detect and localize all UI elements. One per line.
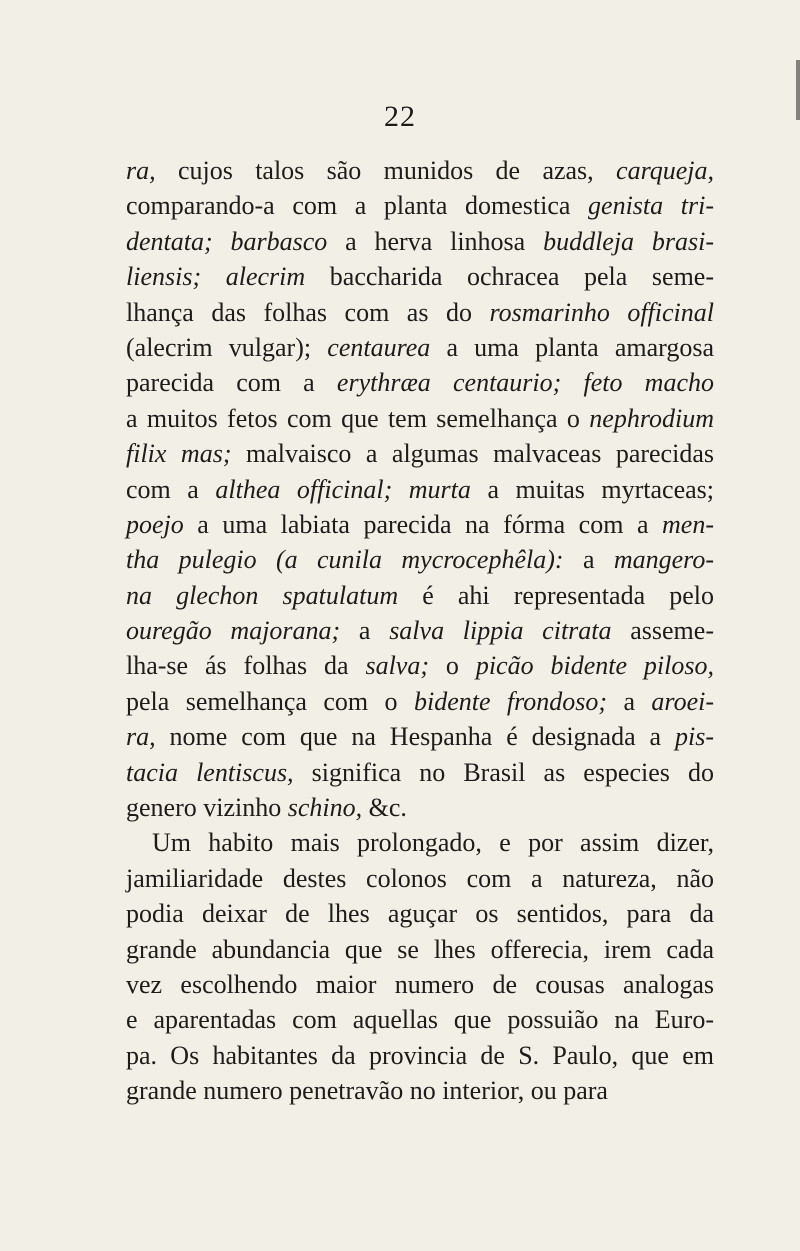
text-line [126, 472, 714, 507]
italic-term: althea officinal; murta [215, 474, 471, 504]
italic-term: ra, [126, 156, 156, 185]
text-line [126, 613, 714, 648]
text-segment: malvaisco a algumas malvaceas parecidas [245, 439, 714, 469]
text-line [126, 755, 714, 790]
text-line [126, 436, 714, 471]
text-line [126, 825, 714, 860]
italic-term: tha pulegio (a cunila mycrocephêla): [126, 545, 583, 575]
text-segment: a uma labiata parecida na fórma com a [183, 509, 663, 539]
italic-term: nephrodium [589, 403, 714, 433]
italic-term: salva; [365, 651, 429, 681]
text-line [126, 365, 714, 400]
text-line [126, 401, 714, 436]
text-line [126, 684, 714, 719]
text-segment: significa no Brasil as especies do [293, 757, 714, 787]
italic-term: ouregão majorana; [126, 616, 359, 646]
text-segment: parecida com a [126, 368, 337, 398]
text-line [126, 542, 714, 577]
text-segment: comparando-a com a planta domestica [126, 191, 589, 221]
italic-term: aroei- [651, 686, 714, 716]
text-segment: é ahi representada pelo [398, 580, 714, 610]
text-line [126, 648, 714, 683]
text-segment: a uma planta amargosa [430, 332, 714, 362]
text-segment: (alecrim vulgar); [126, 332, 328, 362]
text-segment: baccharida ochracea pela seme- [305, 262, 714, 292]
text-line [126, 932, 714, 967]
italic-term: genista tri- [588, 191, 714, 221]
italic-term: buddleja brasi- [543, 226, 715, 256]
italic-term: centaurea [327, 332, 431, 362]
text-segment: &c. [362, 793, 407, 823]
text-segment: grande abundancia que se lhes offerecia, irem cada [126, 934, 714, 964]
text-segment: a herva linhosa [327, 226, 544, 256]
italic-term: carqueja, [616, 156, 714, 185]
italic-term: pis- [675, 722, 714, 752]
text-segment: a [358, 616, 390, 646]
italic-term: ra, [126, 722, 156, 752]
text-line [126, 861, 714, 896]
text-segment: pa. Os habitantes da provincia de S. Paulo, que em [126, 1040, 714, 1070]
text-line [126, 1073, 714, 1108]
text-line [126, 330, 714, 365]
italic-term: filix mas; [126, 439, 246, 469]
text-segment: podia deixar de lhes aguçar os sentidos, para da [126, 899, 714, 929]
italic-term: mangero- [613, 545, 714, 575]
text-line [126, 967, 714, 1002]
text-segment: a [607, 686, 652, 716]
text-segment: lhança das folhas com as do [126, 297, 490, 327]
text-line [126, 719, 714, 754]
text-segment: a [582, 545, 614, 575]
italic-term: men- [662, 509, 714, 539]
italic-term: erythræa centaurio; feto macho [336, 368, 714, 398]
italic-term: dentata; barbasco [126, 226, 328, 256]
text-segment: lha-se ás folhas da [126, 651, 366, 681]
text-segment: genero vizinho [126, 793, 288, 823]
text-segment: a muitos fetos com que tem semelhança o [126, 403, 590, 433]
text-segment: o [429, 651, 476, 681]
italic-term: tacia lentiscus, [126, 757, 294, 787]
text-line [126, 224, 714, 259]
text-segment: pela semelhança com o [126, 686, 414, 716]
text-line [126, 259, 714, 294]
text-segment: vez escolhendo maior numero de cousas analogas [126, 969, 714, 999]
text-segment: nome com que na Hespanha é designada a [155, 722, 675, 752]
page-number: 22 [384, 100, 416, 133]
text-line [126, 295, 714, 330]
text-segment: Um habito mais prolongado, e por assim dizer, [152, 828, 714, 858]
italic-term: picão bidente piloso, [475, 651, 715, 681]
italic-term: na glechon spatulatum [126, 580, 399, 610]
text-segment: jamiliaridade destes colonos com a natureza, não [126, 863, 714, 893]
text-segment: asseme- [611, 616, 714, 646]
text-line [126, 1002, 714, 1037]
italic-term: rosmarinho officinal [489, 297, 714, 327]
body-text [126, 153, 714, 1109]
italic-term: schino, [287, 793, 363, 823]
text-line [126, 896, 714, 931]
text-segment: grande numero penetravão no interior, ou para [126, 1076, 608, 1106]
italic-term: poejo [126, 509, 184, 539]
text-line [126, 153, 714, 188]
text-line [126, 188, 714, 223]
italic-term: liensis; alecrim [126, 262, 306, 292]
text-segment: cujos talos são munidos de azas, [155, 156, 617, 185]
text-line [126, 507, 714, 542]
italic-term: salva lippia citrata [389, 616, 612, 646]
text-segment: com a [126, 474, 216, 504]
text-segment: a muitas myrtaceas; [470, 474, 715, 504]
text-line [126, 790, 714, 825]
text-segment: e aparentadas com aquellas que possuião na Euro- [126, 1005, 714, 1035]
text-line [126, 578, 714, 613]
text-line [126, 1038, 714, 1073]
italic-term: bidente frondoso; [413, 686, 608, 716]
